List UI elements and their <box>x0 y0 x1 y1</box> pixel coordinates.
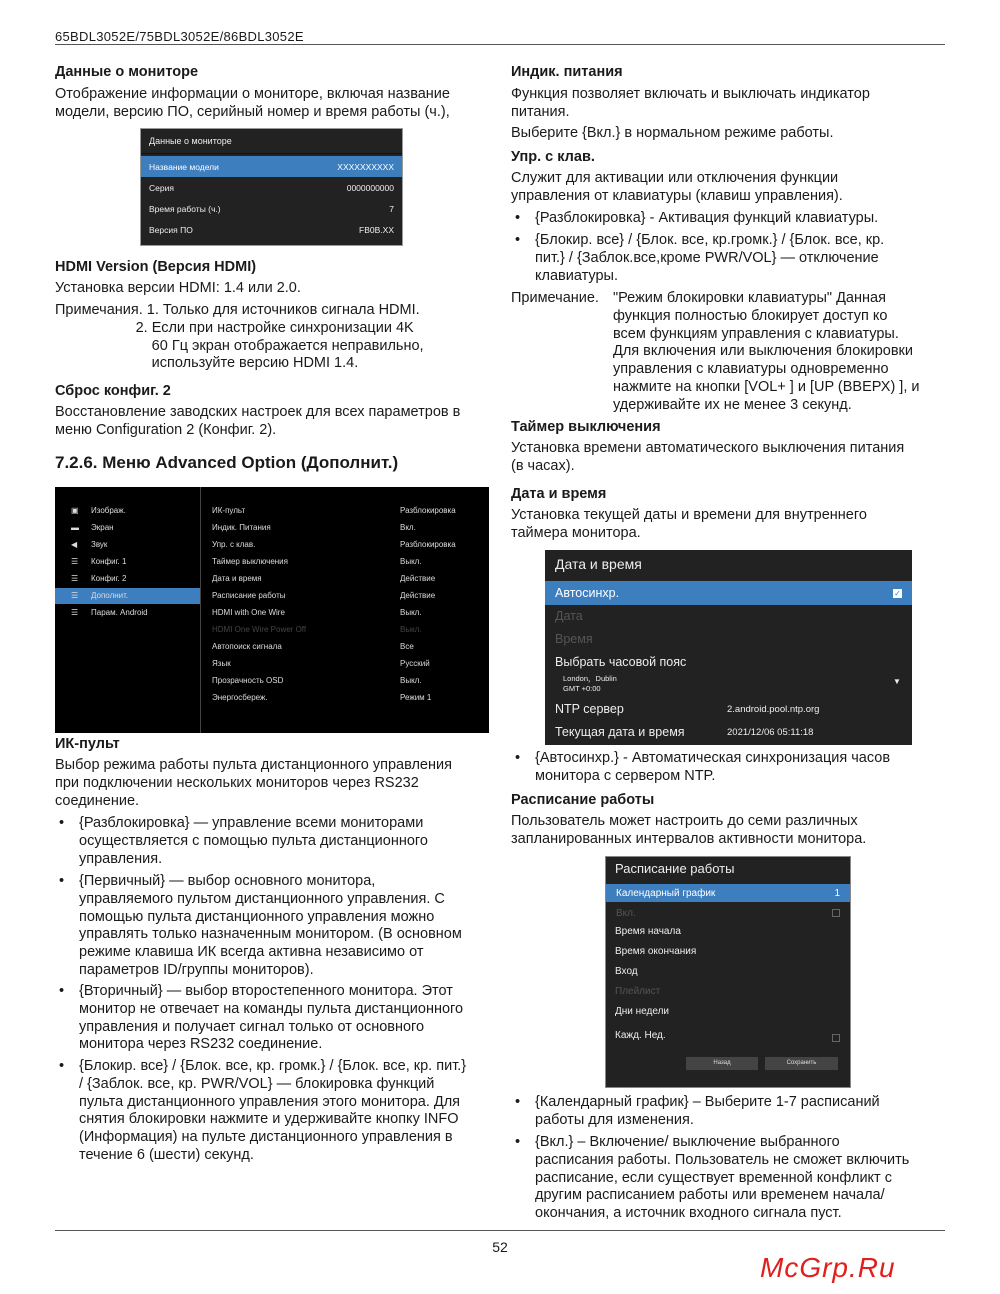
header-rule <box>55 44 945 45</box>
bullet-text: {Блокир. все} / {Блок. все, кр.громк.} / {Блок. все, кр. пит.} / {Заблок.все,кроме PWR/VOL} — отключение клавиатуры. <box>535 232 885 284</box>
bullet-text: {Вторичный} — выбор второстепенного монитора. Этот монитор не отвечает на команды пульта дистанционного управления и получает сигнал только от основного монитора через RS232 соединение. <box>79 983 464 1053</box>
screen-icon: ▬ <box>71 523 79 532</box>
row-label: Вкл. <box>616 907 636 919</box>
row-label: Автосинхр. <box>555 586 620 600</box>
datetime-osd <box>545 550 912 745</box>
nav-label: Конфиг. 2 <box>91 574 127 583</box>
timezone-city: London，Dublin <box>563 674 617 683</box>
checkbox-icon[interactable] <box>832 909 840 917</box>
menu-item-value: Режим 1 <box>400 693 432 702</box>
keypad-note-label: Примечание. <box>511 290 599 306</box>
bullet-text: {Автосинхр.} - Автоматическая синхронизация часов монитора с сервером NTP. <box>535 750 891 784</box>
ntp-label[interactable]: NTP сервер <box>555 702 624 716</box>
bullet-icon: • <box>515 232 521 248</box>
menu-item-value: Действие <box>400 574 436 583</box>
row-value: 7 <box>389 203 394 214</box>
nav-item[interactable] <box>71 523 114 532</box>
monitor-info-text: Отображение информации о мониторе, включая название модели, версию ПО, серийный номер и время работы (ч.), <box>55 86 450 120</box>
reset-text: Восстановление заводских настроек для всех параметров в меню Configuration 2 (Конфиг. 2). <box>55 404 461 438</box>
osd-title: Дата и время <box>555 556 642 572</box>
bullet-text: {Разблокировка} - Активация функций клавиатуры. <box>535 210 879 226</box>
watermark: McGrp.Ru <box>760 1252 896 1283</box>
heading-datetime: Дата и время <box>511 486 607 502</box>
bullet-icon: • <box>59 873 65 889</box>
advanced-option-osd <box>55 487 489 733</box>
bullet-icon: • <box>59 983 65 999</box>
heading-power-led: Индик. питания <box>511 64 623 80</box>
row-label: Кажд. Нед. <box>615 1029 666 1041</box>
heading-ir: ИК-пульт <box>55 736 120 752</box>
checkbox-checked-icon[interactable]: ✓ <box>894 588 901 598</box>
timer-text: Установка времени автоматического выключения питания (в часах). <box>511 440 905 474</box>
power-led-text: Функция позволяет включать и выключать индикатор питания. <box>511 86 870 120</box>
nav-item[interactable] <box>71 574 126 583</box>
nav-label: Парам. Android <box>91 608 148 617</box>
time-row: Время <box>555 632 593 646</box>
nav-label: Изображ. <box>91 506 126 515</box>
schedule-osd <box>605 856 851 1088</box>
nav-label: Экран <box>91 523 114 532</box>
nav-item[interactable] <box>71 608 148 617</box>
menu-item-value: Выкл. <box>400 608 422 617</box>
monitor-info-osd <box>140 128 403 246</box>
schedule-bullet <box>515 1134 910 1223</box>
menu-item-label[interactable]: Язык <box>212 659 231 668</box>
row-value: 0000000000 <box>346 182 394 193</box>
osd-divider <box>200 487 201 733</box>
datetime-bullet <box>515 750 891 786</box>
current-datetime-label: Текущая дата и время <box>555 725 685 739</box>
menu-item-label[interactable]: HDMI One Wire Power Off <box>212 625 307 634</box>
date-row: Дата <box>555 609 583 623</box>
hdmi-notes: Примечания. 1. Только для источников сигнала HDMI. 2. Если при настройке синхронизации 4K 60 Гц экран отображается неправильно, используйте версию HDMI 1.4. <box>55 302 424 372</box>
page-number: 52 <box>492 1239 508 1255</box>
bullet-icon: • <box>59 815 65 831</box>
timezone-gmt: GMT +0:00 <box>563 684 601 693</box>
row-label: Время работы (ч.) <box>149 203 221 214</box>
osd-title: Данные о мониторе <box>141 129 402 154</box>
osd-row-serial[interactable] <box>141 177 402 198</box>
menu-item-label[interactable]: Упр. с клав. <box>212 540 256 549</box>
bullet-text: {Блокир. все} / {Блок. все, кр. громк.} / {Блок. все, кр. пит.} / {Заблок. все, кр. PWR/VOL} — блокировка функций пульта дистанционного управления этого монитора. Для снятия блокировки нажмите и удерживайте кнопку INFO (Информация) на пульте дистанционного управления в течение 6 (шести) секунд. <box>79 1058 467 1163</box>
ir-bullet <box>59 873 462 980</box>
autosync-row[interactable] <box>545 581 912 605</box>
ir-bullet <box>59 1058 467 1165</box>
row-label: Версия ПО <box>149 224 193 235</box>
osd-row-hours[interactable] <box>141 198 402 219</box>
bullet-icon: • <box>515 750 521 766</box>
sliders-icon: ☰ <box>71 591 79 600</box>
heading-schedule: Расписание работы <box>511 792 655 808</box>
bullet-text: {Разблокировка} — управление всеми мониторами осуществляется с помощью пульта дистанционного управления. <box>79 815 428 867</box>
picture-icon: ▣ <box>71 506 79 515</box>
timezone-label[interactable]: Выбрать часовой пояс <box>555 655 687 669</box>
menu-item-label[interactable]: ИК-пульт <box>212 506 246 515</box>
section-title: 7.2.6. Меню Advanced Option (Дополнит.) <box>55 453 399 472</box>
calendar-row[interactable] <box>606 884 850 902</box>
row-value: XXXXXXXXXX <box>337 161 394 172</box>
nav-label: Дополнит. <box>91 591 129 600</box>
nav-item[interactable] <box>71 506 126 515</box>
start-time-row[interactable]: Время начала <box>615 926 681 937</box>
heading-timer: Таймер выключения <box>511 419 661 435</box>
datetime-text: Установка текущей даты и времени для внутреннего таймера монитора. <box>511 507 867 541</box>
menu-item-value: Выкл. <box>400 625 422 634</box>
keypad-note: "Режим блокировки клавиатуры" Данная функция полностью блокирует доступ ко всем функциям управления с клавиатуры. Для включения или выключения блокировки управления с клавиатуры одновременно нажмите на кнопки [VOL+ ] и [UP (ВВЕРХ) ], и удерживайте их не менее 3 секунд. <box>613 290 920 413</box>
menu-item-value: Русский <box>400 659 430 668</box>
menu-item-value: Действие <box>400 591 436 600</box>
menu-item-value: Разблокировка <box>400 540 456 549</box>
row-label: Календарный график <box>616 887 716 899</box>
row-label: Серия <box>149 182 174 193</box>
menu-item-label[interactable]: HDMI with One Wire <box>212 608 285 617</box>
bullet-text: {Вкл.} – Включение/ выключение выбранного расписания работы. Пользователь не сможет включить расписание, если существует временной конфликт с другим расписанием работы или временем начала/ окончания, а источник входного сигнала пуст. <box>535 1134 910 1222</box>
keypad-bullet <box>515 232 885 285</box>
playlist-row: Плейлист <box>615 986 661 997</box>
ir-bullet <box>59 983 464 1054</box>
menu-item-value: Выкл. <box>400 557 422 566</box>
menu-item-label[interactable]: Индик. Питания <box>212 523 271 532</box>
ir-bullet <box>59 815 428 868</box>
power-led-text2: Выберите {Вкл.} в нормальном режиме работы. <box>511 125 834 141</box>
row-value: 1 <box>834 887 840 899</box>
save-button[interactable]: Сохранить <box>765 1057 838 1070</box>
osd-row-firmware[interactable] <box>141 219 402 240</box>
menu-item-value: Все <box>400 642 414 651</box>
input-row[interactable]: Вход <box>615 966 638 977</box>
menu-item-label[interactable]: Прозрачность OSD <box>212 676 284 685</box>
schedule-bullet <box>515 1094 880 1130</box>
menu-item-label[interactable]: Расписание работы <box>212 591 286 600</box>
menu-item-label[interactable]: Автопоиск сигнала <box>212 642 282 651</box>
bullet-icon: • <box>59 1058 65 1074</box>
checkbox-icon[interactable] <box>832 1034 840 1042</box>
speaker-icon: ◀ <box>71 540 78 549</box>
nav-label: Конфиг. 1 <box>91 557 127 566</box>
osd-row-model[interactable] <box>141 156 402 177</box>
weekdays-row[interactable]: Дни недели <box>615 1006 670 1017</box>
heading-reset: Сброс конфиг. 2 <box>55 383 171 399</box>
bullet-icon: • <box>515 1094 521 1110</box>
keypad-text: Служит для активации или отключения функции управления от клавиатуры (клавиш управления). <box>511 170 843 204</box>
bullet-icon: • <box>515 1134 521 1150</box>
nav-label: Звук <box>91 540 108 549</box>
weekly-row[interactable] <box>606 1026 850 1044</box>
keypad-bullet <box>515 210 879 228</box>
footer-rule <box>55 1230 945 1231</box>
nav-item[interactable] <box>71 540 107 549</box>
nav-item[interactable] <box>71 557 126 566</box>
ir-text: Выбор режима работы пульта дистанционного управления при подключении нескольких мониторов через RS232 соединение. <box>55 757 452 809</box>
document-header: 65BDL3052E/75BDL3052E/86BDL3052E <box>55 29 304 44</box>
current-datetime-value: 2021/12/06 05:11:18 <box>727 727 814 738</box>
row-value: FB0B.XX <box>359 224 394 235</box>
menu-item-label[interactable]: Дата и время <box>212 574 262 583</box>
bullet-icon: • <box>515 210 521 226</box>
back-button[interactable]: Назад <box>686 1057 758 1070</box>
menu-item-value: Выкл. <box>400 676 422 685</box>
heading-monitor-info: Данные о мониторе <box>55 64 199 80</box>
sliders-icon: ☰ <box>71 608 79 617</box>
menu-item-value: Разблокировка <box>400 506 456 515</box>
menu-item-label[interactable]: Энергосбереж. <box>212 693 268 702</box>
heading-hdmi: HDMI Version (Версия HDMI) <box>55 259 257 275</box>
row-label: Название модели <box>149 161 219 172</box>
end-time-row[interactable]: Время окончания <box>615 946 697 957</box>
nav-item[interactable] <box>71 591 128 600</box>
hdmi-text: Установка версии HDMI: 1.4 или 2.0. <box>55 280 301 296</box>
dropdown-arrow-icon[interactable]: ▼ <box>893 677 901 686</box>
bullet-text: {Первичный} — выбор основного монитора, управляемого пультом дистанционного управления. С помощью пульта дистанционного управления можно управлять только назначенным монитором. (В основном режиме клавиша ИК всегда активна независимо от параметров ID/группы мониторов). <box>79 873 462 978</box>
osd-title: Расписание работы <box>615 861 735 876</box>
enable-row[interactable] <box>606 904 850 922</box>
sliders-icon: ☰ <box>71 557 79 566</box>
schedule-text: Пользователь может настроить до семи различных запланированных интервалов активности монитора. <box>511 813 867 847</box>
menu-item-value: Вкл. <box>400 523 416 532</box>
menu-item-label[interactable]: Таймер выключения <box>212 557 288 566</box>
bullet-text: {Календарный график} – Выберите 1-7 расписаний работы для изменения. <box>535 1094 880 1128</box>
ntp-value: 2.android.pool.ntp.org <box>727 704 820 715</box>
heading-keypad: Упр. с клав. <box>511 149 595 165</box>
sliders-icon: ☰ <box>71 574 79 583</box>
